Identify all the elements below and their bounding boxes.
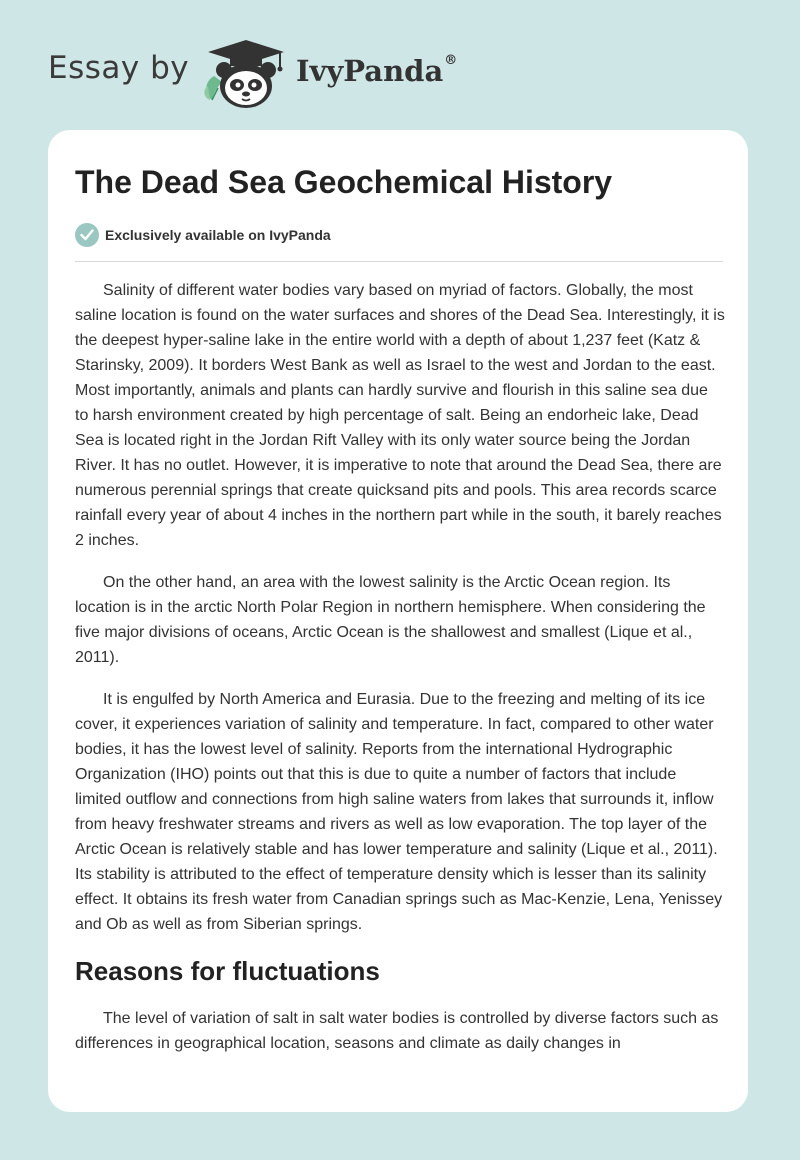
panda-logo-icon[interactable]: [200, 36, 292, 110]
section-paragraph: The level of variation of salt in salt water bodies is controlled by diverse factors such as differences in geographical location, seasons and climate as daily changes in: [75, 1010, 719, 1052]
title-divider: [75, 261, 723, 262]
article-card: [48, 130, 748, 1112]
brand-name[interactable]: [296, 54, 457, 88]
brand-name-text: IvyPanda: [296, 54, 444, 88]
exclusive-badge: [75, 222, 331, 248]
paragraph-1: Salinity of different water bodies vary based on myriad of factors. Globally, the most saline location is found on the water surfaces and shores of the Dead Sea. Interestingly, it is the deepest hyper-saline lake in the entire world with a depth of about 1,237 feet (Katz & Starinsky, 2009). It borders West Bank as well as Israel to the west and Jordan to the east. Most importantly, animals and plants can hardly survive and flourish in this saline sea due to harsh environment created by high percentage of salt. Being an endorheic lake, Dead Sea is located right in the Jordan Rift Valley with its only water source being the Jordan River. It has no outlet. However, it is imperative to note that around the Dead Sea, there are numerous perennial springs that create quicksand pits and pools. This area records scarce rainfall every year of about 4 inches in the northern part while in the south, it barely reaches 2 inches.: [75, 282, 725, 549]
article-body: [75, 278, 725, 1073]
check-icon: [75, 223, 99, 247]
section-heading: Reasons for fluctuations: [75, 956, 380, 986]
essay-by-label: Essay by: [48, 50, 190, 86]
registered-mark: ®: [444, 53, 458, 69]
paragraph-3: It is engulfed by North America and Eurasia. Due to the freezing and melting of its ice cover, it experiences variation of salinity and temperature. In fact, compared to other water bodies, it has the lowest level of salinity. Reports from the international Hydrographic Organization (IHO) points out that this is due to quite a number of factors that include limited outflow and connections from high saline waters from lakes that surrounds it, inflow from heavy freshwater streams and rivers as well as low evaporation. The top layer of the Arctic Ocean is relatively stable and has lower temperature and salinity (Lique et al., 2011). Its stability is attributed to the effect of temperature density which is lesser than its salinity effect. It obtains its fresh water from Canadian springs such as Mac-Kenzie, Lena, Yenissey and Ob as well as from Siberian springs.: [75, 691, 723, 933]
article-title: The Dead Sea Geochemical History: [75, 164, 613, 200]
site-header: [0, 0, 800, 130]
paragraph-2: On the other hand, an area with the lowest salinity is the Arctic Ocean region. Its location is in the arctic North Polar Region in northern hemisphere. When considering the five major divisions of oceans, Arctic Ocean is the shallowest and smallest (Lique et al., 2011).: [75, 574, 706, 666]
exclusive-badge-text: Exclusively available on IvyPanda: [105, 227, 331, 243]
